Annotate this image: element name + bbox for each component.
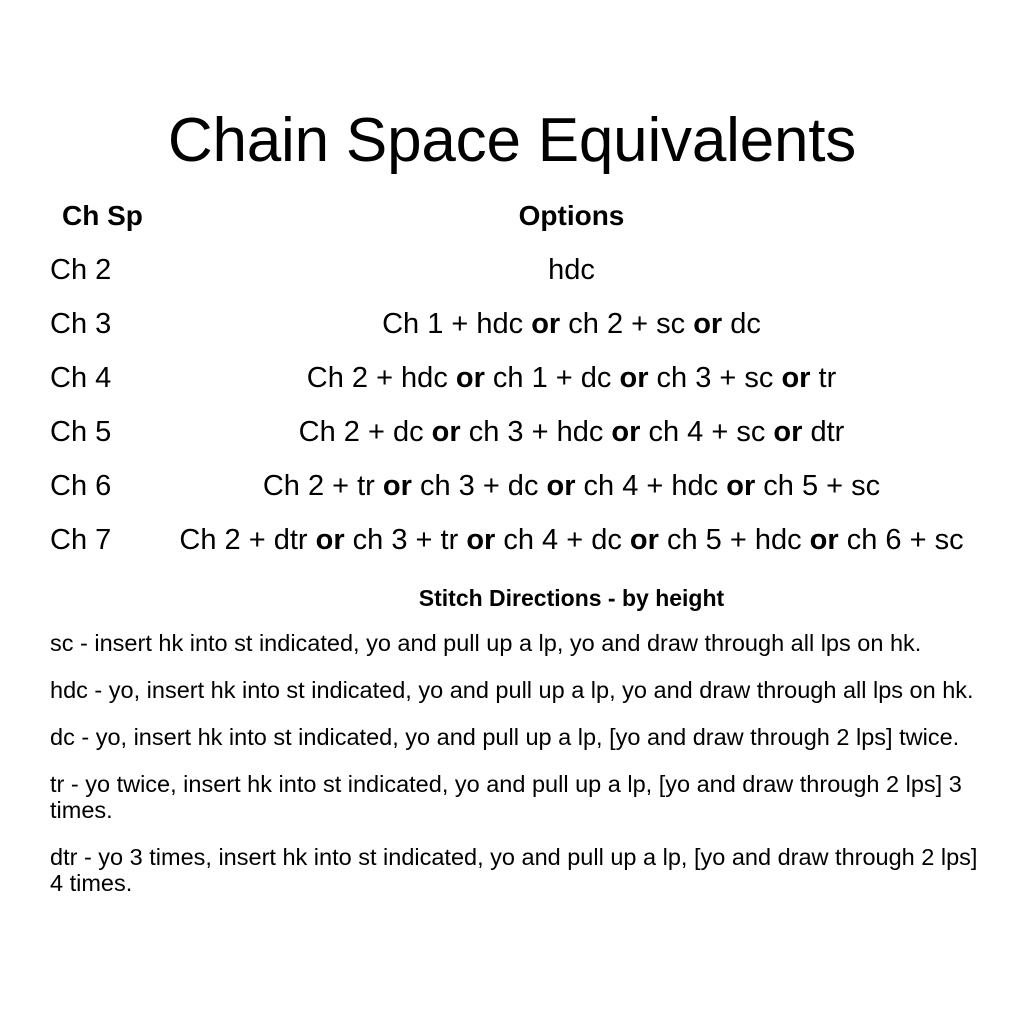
cell-ch-sp: Ch 3 [50,308,112,340]
cell-options: Ch 2 + dtr or ch 3 + tr or ch 4 + dc or ch 5 + hdc or ch 6 + sc [179,524,964,556]
stitch-directions-list [50,630,985,896]
table-row [0,252,1024,306]
stitch-direction-item: hdc - yo, insert hk into st indicated, yo and pull up a lp, yo and draw through all lps on hk. [50,677,974,703]
cell-options: Ch 1 + hdc or ch 2 + sc or dc [382,308,761,340]
cell-ch-sp: Ch 2 [50,254,112,286]
table-row [0,306,1024,360]
stitch-direction-item: sc - insert hk into st indicated, yo and pull up a lp, yo and draw through all lps on hk. [50,630,922,656]
table-header-row [0,198,1024,252]
cell-options: Ch 2 + tr or ch 3 + dc or ch 4 + hdc or ch 5 + sc [262,470,881,502]
stitch-direction-item: dtr - yo 3 times, insert hk into st indicated, yo and pull up a lp, [yo and draw through 2 lps] 4 times. [50,844,978,896]
cell-ch-sp: Ch 6 [50,470,112,502]
table-body [0,252,1024,576]
stitch-directions-heading: Stitch Directions - by height [418,585,725,611]
cell-options: hdc [548,254,595,286]
cell-options: Ch 2 + dc or ch 3 + hdc or ch 4 + sc or dtr [298,416,845,448]
cell-options: Ch 2 + hdc or ch 1 + dc or ch 3 + sc or tr [306,362,837,394]
chain-space-table [0,198,1024,576]
table-row [0,468,1024,522]
page-title: Chain Space Equivalents [167,105,857,175]
cell-ch-sp: Ch 7 [50,524,112,556]
table-row [0,522,1024,576]
stitch-direction-item: tr - yo twice, insert hk into st indicated, yo and pull up a lp, [yo and draw through 2 lps] 3 times. [50,771,962,823]
cell-ch-sp: Ch 4 [50,362,112,394]
column-header-options: Options [518,200,625,231]
stitch-direction-item: dc - yo, insert hk into st indicated, yo and pull up a lp, [yo and draw through 2 lps] twice. [50,724,960,750]
table-row [0,414,1024,468]
cell-ch-sp: Ch 5 [50,416,112,448]
table-row [0,360,1024,414]
column-header-ch-sp: Ch Sp [62,200,143,231]
